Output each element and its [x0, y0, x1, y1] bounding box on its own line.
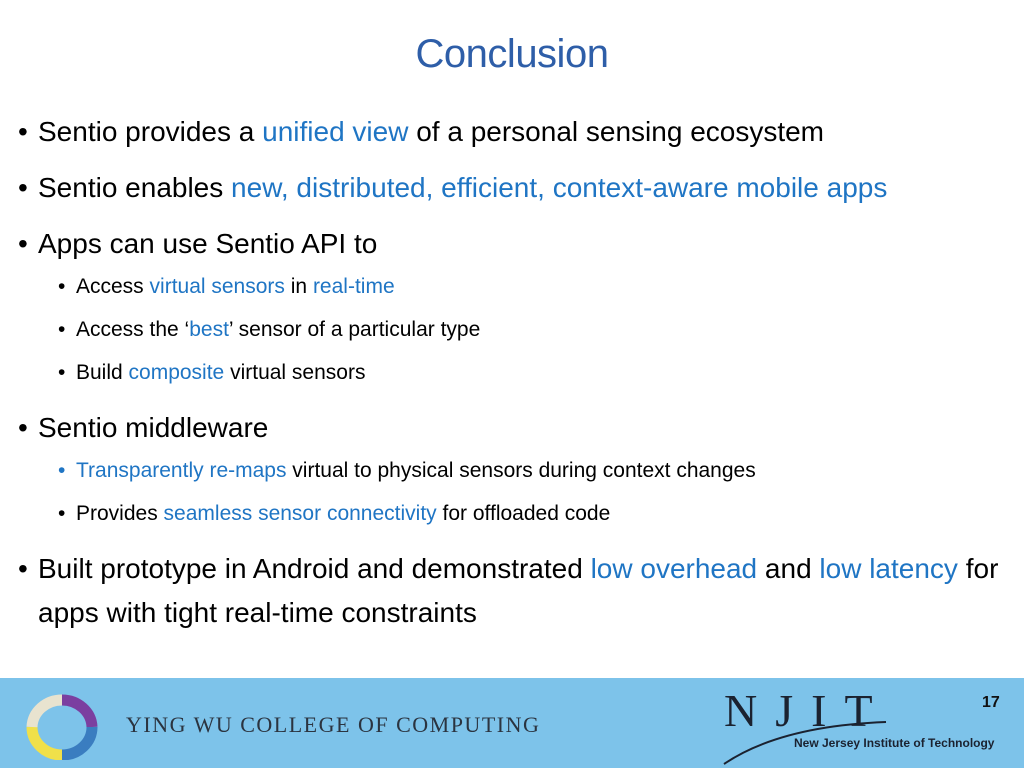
bullet-enables-apps: • Sentio enables new, distributed, efficient, context-aware mobile apps: [18, 166, 1008, 210]
bullet-list: [18, 110, 1008, 647]
page-number: 17: [982, 694, 1000, 711]
subbullet-connectivity: • Provides seamless sensor connectivity for offloaded code: [58, 499, 1008, 529]
subbullet-build-composite: • Build composite virtual sensors: [58, 358, 1008, 388]
slide-title: Conclusion: [415, 32, 609, 76]
njit-logo: NJIT: [724, 685, 891, 736]
slide-footer: [0, 678, 1024, 768]
bullet-api: • Apps can use Sentio API to: [18, 222, 1008, 266]
subbullet-access-virtual: • Access virtual sensors in real-time: [58, 272, 1008, 302]
college-logo-icon: [22, 694, 102, 760]
subbullet-access-best: • Access the ‘best’ sensor of a particular type: [58, 315, 1008, 345]
bullet-prototype: • Built prototype in Android and demonstrated low overhead and low latency for apps with tight real-time constraints: [18, 547, 1008, 635]
college-name: YING WU COLLEGE OF COMPUTING: [126, 712, 541, 737]
njit-full-name: New Jersey Institute of Technology: [794, 736, 995, 750]
bullet-middleware: • Sentio middleware: [18, 406, 1008, 450]
bullet-unified-view: • Sentio provides a unified view of a personal sensing ecosystem: [18, 110, 1008, 154]
subbullet-remaps: • Transparently re-maps virtual to physical sensors during context changes: [58, 456, 1008, 486]
